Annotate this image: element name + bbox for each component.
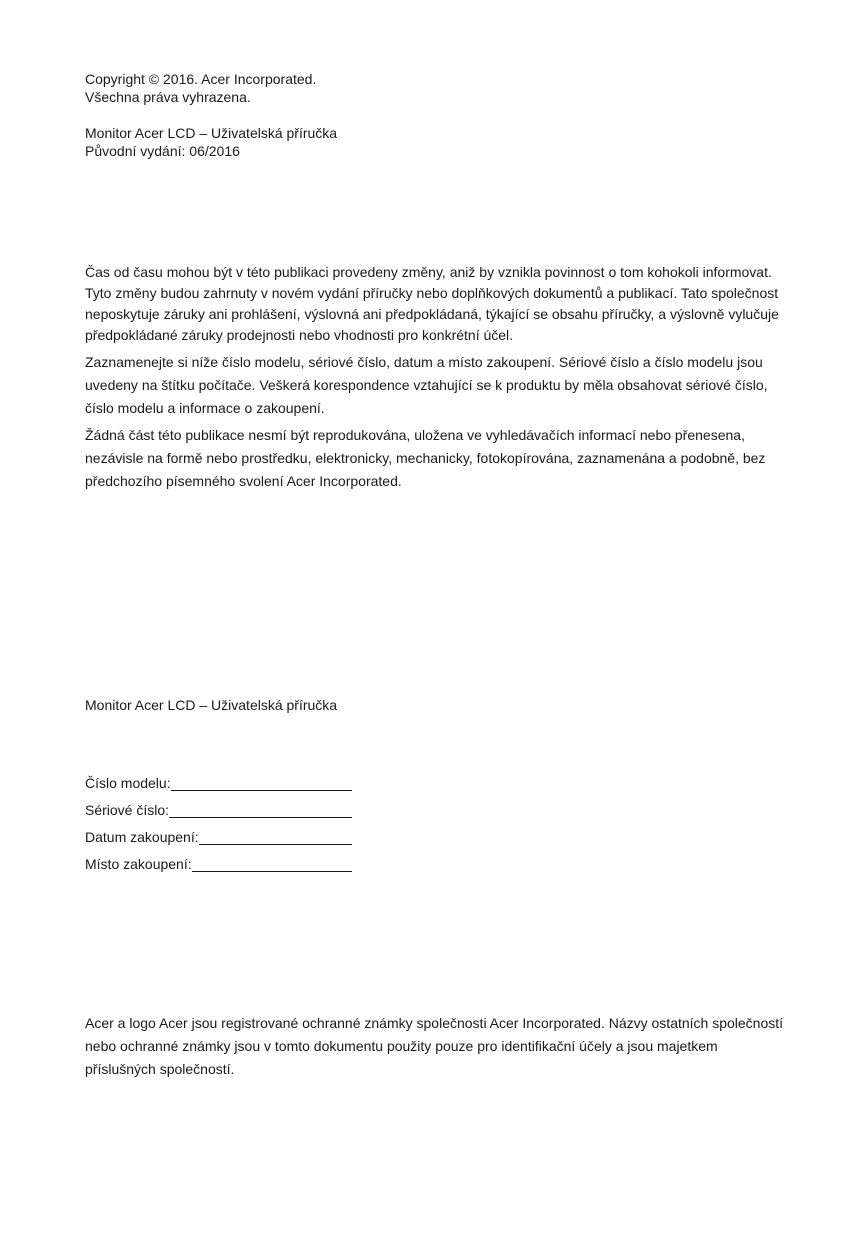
- model-number-label: Číslo modelu:: [85, 775, 171, 791]
- paragraph-reproduction-notice: Žádná část této publikace nesmí být reprodukována, uložena ve vyhledávačích informací nebo přenesena, nezávisle na formě nebo prostředku, elektronicky, mechanicky, fotokopírována, zaznamenána a podobně, bez předchozího písemného svolení Acer Incorporated.: [85, 427, 766, 489]
- page-title: Monitor Acer LCD – Uživatelská příručka: [85, 697, 338, 713]
- rights-reserved-line: Všechna práva vyhrazena.: [85, 89, 251, 105]
- form-row-purchase-date: [85, 824, 352, 851]
- form-row-model-number: [85, 770, 352, 797]
- paragraph-record-purchase: Zaznamenejte si níže číslo modelu, sériové číslo, datum a místo zakoupení. Sériové číslo a číslo modelu jsou uvedeny na štítku počítače. Veškerá korespondence vztahující se k produktu by měla obsahovat sériové číslo, číslo modelu a informace o zakoupení.: [85, 354, 768, 416]
- form-row-serial-number: [85, 797, 352, 824]
- edition-block: [85, 124, 337, 160]
- purchase-place-blank-line: [192, 851, 352, 872]
- purchase-date-label: Datum zakoupení:: [85, 829, 199, 845]
- copyright-block: [85, 70, 316, 106]
- manual-title-line: Monitor Acer LCD – Uživatelská příručka: [85, 125, 338, 141]
- paragraph-trademark-notice: Acer a logo Acer jsou registrované ochranné známky společnosti Acer Incorporated. Názvy ostatních společností nebo ochranné známky jsou v tomto dokumentu použity pouze pro identifikační účely a jsou majetkem příslušných společností.: [85, 1015, 784, 1077]
- paragraph-changes-disclaimer: Čas od času mohou být v této publikaci provedeny změny, aniž by vznikla povinnost o tom kohokoli informovat. Tyto změny budou zahrnuty v novém vydání příručky nebo doplňkových dokumentů a publikací. Tato společnost neposkytuje záruky ani prohlášení, výslovná ani předpokládaná, týkající se obsahu příručky, a výslovně vylučuje předpokládané záruky prodejnosti nebo vhodnosti pro konkrétní účel.: [85, 264, 779, 343]
- original-edition-line: Původní vydání: 06/2016: [85, 143, 240, 159]
- serial-number-label: Sériové číslo:: [85, 802, 170, 818]
- serial-number-blank-line: [169, 797, 352, 818]
- copyright-line: Copyright © 2016. Acer Incorporated.: [85, 71, 317, 87]
- purchase-date-blank-line: [199, 824, 352, 845]
- form-row-purchase-place: [85, 851, 352, 878]
- purchase-place-label: Místo zakoupení:: [85, 856, 192, 872]
- model-number-blank-line: [171, 770, 352, 791]
- purchase-info-form: [85, 770, 352, 878]
